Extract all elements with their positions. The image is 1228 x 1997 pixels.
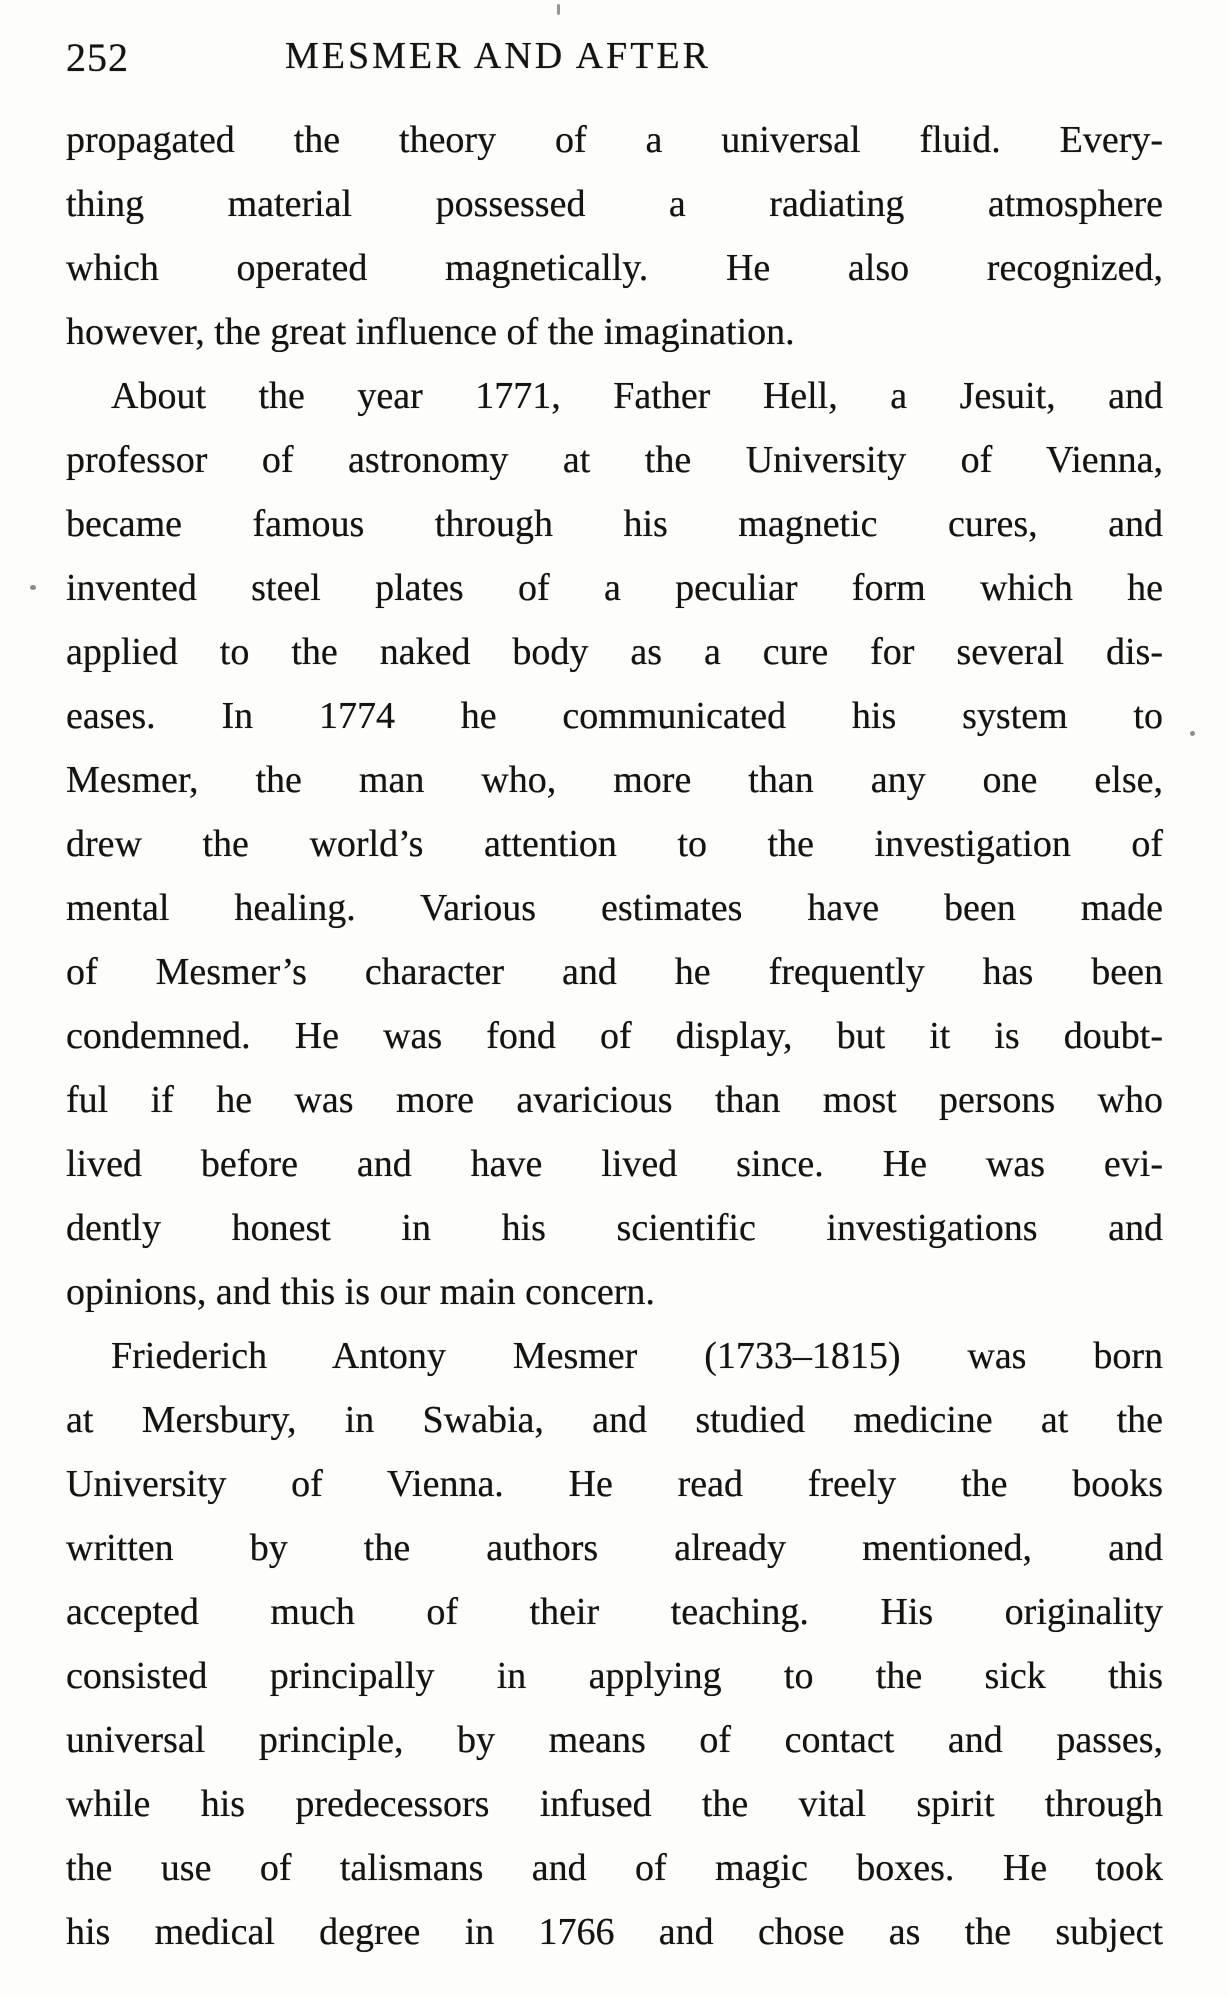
text-line: his medical degree in 1766 and chose as the subject xyxy=(66,1911,1163,1953)
text-line: University of Vienna. He read freely the books xyxy=(66,1463,1163,1505)
text-line: thing material possessed a radiating atmosphere xyxy=(66,183,1163,225)
text-line: condemned. He was fond of display, but it is doubt- xyxy=(66,1015,1163,1057)
text-line: mental healing. Various estimates have been made xyxy=(66,887,1163,929)
text-line: universal principle, by means of contact and passes, xyxy=(66,1719,1163,1761)
text-line: ful if he was more avaricious than most persons who xyxy=(66,1079,1163,1121)
text-line: invented steel plates of a peculiar form which he xyxy=(66,567,1163,609)
text-line: of Mesmer’s character and he frequently has been xyxy=(66,951,1163,993)
text-line: professor of astronomy at the University of Vienna, xyxy=(66,439,1163,481)
running-title: MESMER AND AFTER xyxy=(285,35,711,77)
text-line: lived before and have lived since. He was evi- xyxy=(66,1143,1163,1185)
text-line: applied to the naked body as a cure for several dis- xyxy=(66,631,1163,673)
text-line: dently honest in his scientific investigations and xyxy=(66,1207,1163,1249)
text-line: propagated the theory of a universal fluid. Every- xyxy=(66,119,1163,161)
page-body xyxy=(66,108,1163,1964)
scan-artifact xyxy=(1190,731,1195,736)
text-line: eases. In 1774 he communicated his system to xyxy=(66,695,1163,737)
text-line: became famous through his magnetic cures, and xyxy=(66,503,1163,545)
paragraph xyxy=(66,108,1163,364)
text-line: drew the world’s attention to the investigation of xyxy=(66,823,1163,865)
paragraph xyxy=(66,364,1163,1324)
scan-artifact xyxy=(557,4,560,15)
text-line: written by the authors already mentioned, and xyxy=(66,1527,1163,1569)
page-header xyxy=(66,34,1163,84)
text-line: Friederich Antony Mesmer (1733–1815) was born xyxy=(111,1335,1163,1377)
page-number: 252 xyxy=(66,35,129,80)
text-line: while his predecessors infused the vital spirit through xyxy=(66,1783,1163,1825)
paragraph xyxy=(66,1324,1163,1964)
text-line: the use of talismans and of magic boxes. He took xyxy=(66,1847,1163,1889)
text-line: opinions, and this is our main concern. xyxy=(66,1271,655,1313)
text-line: Mesmer, the man who, more than any one else, xyxy=(66,759,1163,801)
text-line: consisted principally in applying to the sick this xyxy=(66,1655,1163,1697)
text-line: at Mersbury, in Swabia, and studied medicine at the xyxy=(66,1399,1163,1441)
text-line: which operated magnetically. He also recognized, xyxy=(66,247,1163,289)
text-line: accepted much of their teaching. His originality xyxy=(66,1591,1163,1633)
text-line: however, the great influence of the imagination. xyxy=(66,311,795,353)
scan-artifact xyxy=(30,585,36,590)
text-line: About the year 1771, Father Hell, a Jesuit, and xyxy=(111,375,1163,417)
